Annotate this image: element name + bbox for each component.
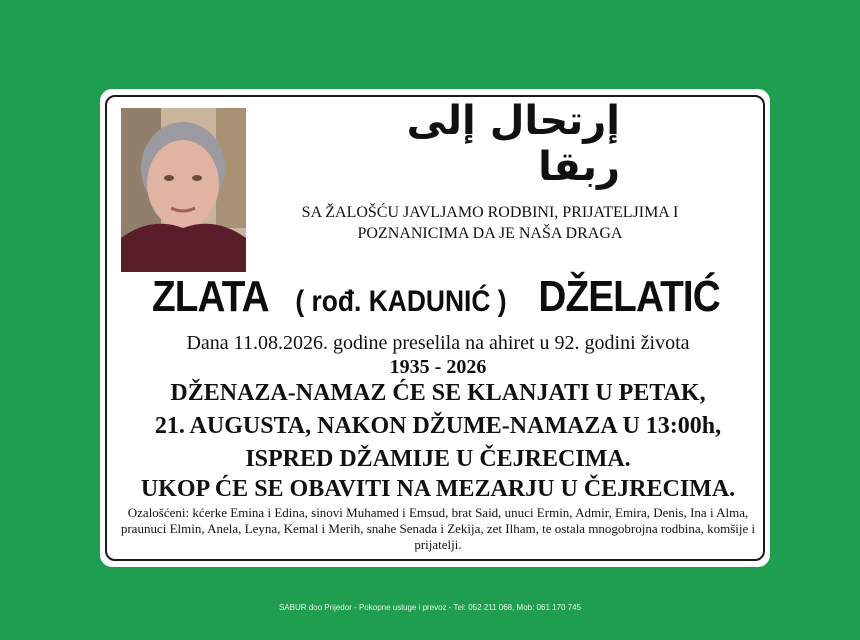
first-name: ZLATA [152, 272, 269, 321]
funeral-prayer-line-2: 21. AUGUSTA, NAKON DŽUME-NAMAZA U 13:00h, [154, 413, 722, 439]
life-years: 1935 - 2026 [389, 356, 487, 378]
mourners-list: Ozalošćeni: kćerke Emina i Edina, sinovi Muhamed i Emsud, brat Said, unuci Ermin, Admir, Emira, Denis, Ina i Alma, praunuci Elmin, Anela, Leyna, Kemal i Merih, snahe Senada i Zekija, zet Ilham, te ostala mnogobrojna rodbina, komšije i prijatelji. [120, 505, 756, 552]
last-name: DŽELATIĆ [538, 272, 720, 321]
funeral-prayer-line-1: DŽENAZA-NAMAZ ĆE SE KLANJATI U PETAK, [170, 380, 706, 406]
portrait-image [121, 108, 246, 272]
funeral-prayer-line-3: ISPRED DŽAMIJE U ČEJRECIMA. [245, 446, 631, 472]
funeral-service-footer: SABUR doo Prijedor - Pokopne usluge i prevoz - Tel: 052 211 068, Mob: 061 170 745 [278, 603, 582, 612]
deceased-name [108, 272, 768, 322]
portrait-photo [121, 108, 246, 272]
intro-text: SA ŽALOŠĆU JAVLJAMO RODBINI, PRIJATELJIMA I POZNANICIMA DA JE NAŠA DRAGA [301, 204, 679, 242]
death-date-line: Dana 11.08.2026. godine preselila na ahiret u 92. godini života [186, 332, 690, 354]
arabic-calligraphy-heading: إرتحال إلى ربقا [406, 98, 620, 190]
maiden-name: ( rođ. KADUNIĆ ) [295, 285, 507, 318]
burial-line: UKOP ĆE SE OBAVITI NA MEZARJU U ČEJRECIMA. [140, 476, 736, 502]
